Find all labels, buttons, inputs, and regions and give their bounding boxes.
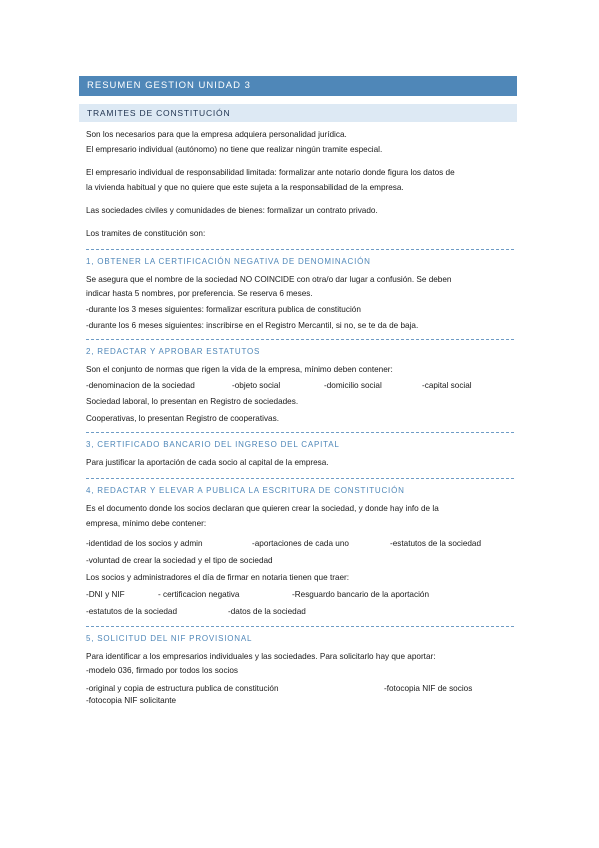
- intro-line: El empresario individual (autónomo) no tiene que realizar ningún tramite especial.: [86, 145, 383, 154]
- section-line: Los socios y administradores el día de firmar en notaria tienen que traer:: [86, 573, 350, 582]
- list-item: -denominacion de la sociedad: [86, 381, 195, 390]
- section-line: Son el conjunto de normas que rigen la vida de la empresa, mínimo deben contener:: [86, 365, 393, 374]
- section-heading-2: 2, REDACTAR Y APROBAR ESTATUTOS: [86, 339, 514, 361]
- section-heading-1: 1, OBTENER LA CERTIFICACIÓN NEGATIVA DE DENOMINACIÓN: [86, 249, 514, 271]
- list-item: -DNI y NIF: [86, 590, 125, 599]
- list-item: -identidad de los socios y admin: [86, 539, 203, 548]
- section-line: Sociedad laboral, lo presentan en Registro de sociedades.: [86, 397, 299, 406]
- section-line: Para justificar la aportación de cada socio al capital de la empresa.: [86, 458, 329, 467]
- intro-line: El empresario individual de responsabilidad limitada: formalizar ante notario donde figura los datos de: [86, 168, 455, 177]
- section-subtitle: TRAMITES DE CONSTITUCIÓN: [79, 104, 517, 122]
- escritura-list: [86, 538, 514, 550]
- section-line: indicar hasta 5 nombres, por preferencia. Se reserva 6 meses.: [86, 289, 313, 298]
- notaria-list-2: [86, 606, 514, 618]
- document-body: [86, 127, 514, 707]
- section-line: -modelo 036, firmado por todos los socios: [86, 666, 239, 675]
- list-item: - certificacion negativa: [158, 590, 240, 599]
- intro-line: la vivienda habitual y que no quiere que este sujeta a la responsabilidad de la empresa.: [86, 183, 404, 192]
- section-line: Cooperativas, lo presentan Registro de cooperativas.: [86, 414, 279, 423]
- estatutos-list: [86, 380, 514, 392]
- intro-line: Las sociedades civiles y comunidades de bienes: formalizar un contrato privado.: [86, 206, 378, 215]
- list-item: -aportaciones de cada uno: [252, 539, 349, 548]
- list-item: -original y copia de estructura publica de constitución: [86, 684, 279, 693]
- list-item: -objeto social: [232, 381, 281, 390]
- document-title: RESUMEN GESTION UNIDAD 3: [79, 76, 517, 96]
- section-line: Se asegura que el nombre de la sociedad NO COINCIDE con otra/o dar lugar a confusión. Se deben: [86, 275, 452, 284]
- list-item: -capital social: [422, 381, 472, 390]
- list-item: -datos de la sociedad: [228, 607, 306, 616]
- section-line: -fotocopia NIF solicitante: [86, 696, 177, 705]
- section-heading-5: 5, SOLICITUD DEL NIF PROVISIONAL: [86, 626, 514, 648]
- list-item: -estatutos de la sociedad: [390, 539, 482, 548]
- notaria-list: [86, 589, 514, 601]
- list-item: -fotocopia NIF de socios: [384, 684, 473, 693]
- section-line: -voluntad de crear la sociedad y el tipo de sociedad: [86, 556, 273, 565]
- section-heading-3: 3, CERTIFICADO BANCARIO DEL INGRESO DEL CAPITAL: [86, 432, 514, 454]
- section-line: Es el documento donde los socios declaran que quieren crear la sociedad, y donde hay info de la: [86, 504, 439, 513]
- section-heading-4: 4, REDACTAR Y ELEVAR A PUBLICA LA ESCRITURA DE CONSTITUCIÓN: [86, 478, 514, 500]
- list-item: -domicilio social: [324, 381, 382, 390]
- list-item: -Resguardo bancario de la aportación: [292, 590, 430, 599]
- intro-line: Son los necesarios para que la empresa adquiera personalidad jurídica.: [86, 130, 347, 139]
- section-line: -durante los 3 meses siguientes: formalizar escritura publica de constitución: [86, 305, 361, 314]
- section-line: Para identificar a los empresarios individuales y las sociedades. Para solicitarlo hay que aportar:: [86, 652, 436, 661]
- section-line: -durante los 6 meses siguientes: inscribirse en el Registro Mercantil, si no, se te da de baja.: [86, 321, 419, 330]
- list-item: -estatutos de la sociedad: [86, 607, 178, 616]
- intro-line: Los tramites de constitución son:: [86, 229, 206, 238]
- section-line: empresa, mínimo debe contener:: [86, 519, 207, 528]
- nif-list: [86, 683, 514, 695]
